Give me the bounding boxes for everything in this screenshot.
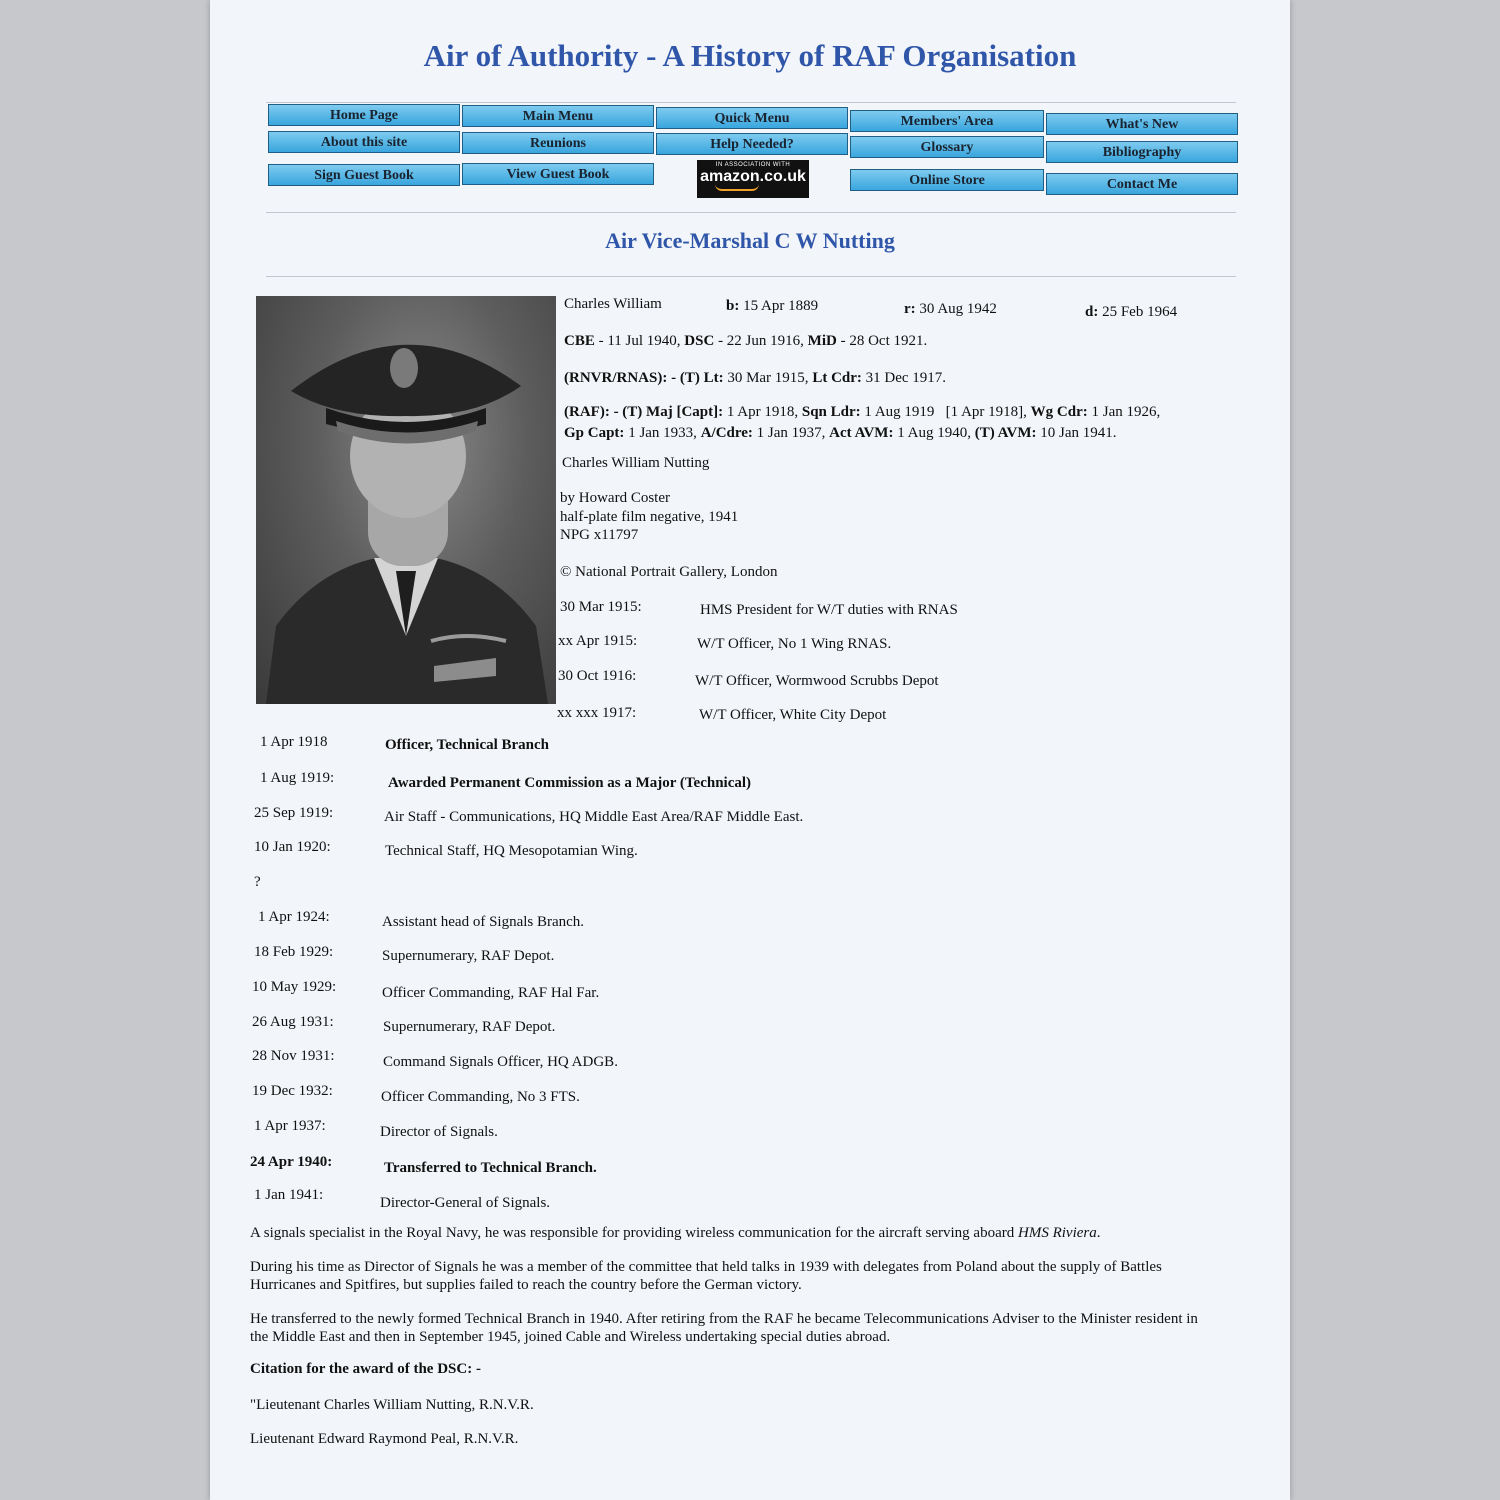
died-date: 25 Feb 1964 [1102,304,1178,320]
posting-date: xx Apr 1915: [558,633,638,649]
narrative-text: A signals specialist in the Royal Navy, he was responsible for providing wireless communication for the aircraft serving aboard [250,1225,1018,1241]
rank-label: (T) AVM: [974,425,1037,441]
posting-date: xx xxx 1917: [557,705,637,721]
posting-date: 30 Oct 1916: [558,668,637,684]
rank-date: 10 Jan 1941. [1036,425,1117,441]
posting-date: 1 Aug 1919: [260,770,335,786]
posting-date: 10 May 1929: [252,979,337,995]
bio-awards [564,333,927,350]
site-title: Air of Authority - A History of RAF Organisation [423,38,1077,73]
narrative-paragraph-2: During his time as Director of Signals he was a member of the committee that held talks in 1939 with delegates from Poland about the supply of Battles Hurricanes and Spitfires, but supplies failed to reach the country before the German victory. [250,1259,1162,1293]
portrait-figure-icon [256,296,556,704]
award-date: - 28 Oct 1921. [836,333,928,349]
posting-text: Director of Signals. [380,1124,498,1140]
posting-text: Air Staff - Communications, HQ Middle East Area/RAF Middle East. [384,809,804,825]
citation-line-1: "Lieutenant Charles William Nutting, R.N.V.R. [250,1397,534,1413]
nav-help-needed[interactable]: Help Needed? [656,133,848,155]
retired-date: 30 Aug 1942 [919,301,997,317]
posting-text: Assistant head of Signals Branch. [382,914,585,930]
bio-rnvr-ranks [564,370,946,387]
ship-name: HMS Riviera [1018,1225,1097,1241]
document-page [210,0,1290,1500]
rank-date: 1 Apr 1918, [723,404,802,420]
posting-text: W/T Officer, No 1 Wing RNAS. [697,636,892,652]
posting-text: Technical Staff, HQ Mesopotamian Wing. [385,843,638,859]
posting-text: Officer Commanding, RAF Hal Far. [382,985,600,1001]
posting-date: 10 Jan 1920: [254,839,331,855]
photo-credit-name: Charles William Nutting [562,455,710,471]
photo-credit-ref: NPG x11797 [560,527,639,543]
rank-label: Sqn Ldr: [801,404,861,420]
posting-date: 1 Apr 1937: [254,1118,326,1134]
posting-date: ? [254,874,261,890]
bio-raf-ranks-line2 [564,425,1117,442]
rank-label: (RNVR/RNAS): - (T) Lt: [564,370,724,386]
nav-reunions[interactable]: Reunions [462,132,654,154]
divider [266,102,1236,103]
posting-text: Supernumerary, RAF Depot. [382,948,555,964]
photo-credit-copyright: © National Portrait Gallery, London [560,564,778,580]
posting-date: 26 Aug 1931: [252,1014,334,1030]
narrative-paragraph-3: He transferred to the newly formed Technical Branch in 1940. After retiring from the RAF he became Telecommunications Adviser to the Minister resident in the Middle East and then in September 1945, joined Cable and Wireless undertaking special duties abroad. [250,1311,1198,1345]
posting-date: 19 Dec 1932: [252,1083,333,1099]
posting-text: Officer Commanding, No 3 FTS. [381,1089,580,1105]
portrait-photo [256,296,556,704]
nav-main-menu[interactable]: Main Menu [462,105,654,127]
born-date: 15 Apr 1889 [743,298,819,314]
nav-online-store[interactable]: Online Store [850,169,1044,191]
posting-text: Director-General of Signals. [380,1195,551,1211]
posting-text: Awarded Permanent Commission as a Major (Technical) [388,775,752,791]
citation-heading: Citation for the award of the DSC: - [250,1361,481,1377]
page-title: Air Vice-Marshal C W Nutting [605,228,895,253]
posting-date: 1 Apr 1924: [258,909,330,925]
rank-date: 1 Aug 1940, [893,425,975,441]
amazon-link[interactable] [697,160,809,198]
award-date: - 11 Jul 1940, [594,333,685,349]
posting-date: 1 Jan 1941: [254,1187,324,1203]
rank-label: Wg Cdr: [1030,404,1088,420]
posting-date: 28 Nov 1931: [252,1048,335,1064]
rank-label: Lt Cdr: [812,370,862,386]
bio-born [726,298,818,315]
photo-credit-by: by Howard Coster [560,490,670,506]
posting-date: 25 Sep 1919: [254,805,334,821]
posting-date: 30 Mar 1915: [560,599,642,615]
nav-home-page[interactable]: Home Page [268,104,460,126]
divider [266,212,1236,213]
award-label: MiD [807,333,837,349]
rank-date: 1 Jan 1926, [1087,404,1161,420]
narrative-text: . [1096,1225,1101,1241]
bio-died [1085,304,1177,321]
amazon-logo: amazon.co.uk [700,168,806,185]
photo-credit-medium: half-plate film negative, 1941 [560,509,739,525]
rank-label: Act AVM: [829,425,894,441]
retired-label: r: [904,301,916,317]
nav-bibliography[interactable]: Bibliography [1046,141,1238,163]
posting-text: Command Signals Officer, HQ ADGB. [383,1054,618,1070]
posting-text: W/T Officer, Wormwood Scrubbs Depot [695,673,939,689]
nav-about[interactable]: About this site [268,131,460,153]
nav-quick-menu[interactable]: Quick Menu [656,107,848,129]
bio-raf-ranks-line1 [564,404,1160,421]
award-label: CBE [564,333,595,349]
citation-line-2: Lieutenant Edward Raymond Peal, R.N.V.R. [250,1431,519,1447]
rank-date: 1 Jan 1933, [624,425,701,441]
rank-date: 1 Aug 1919 [1 Apr 1918], [860,404,1031,420]
bio-retired [904,301,997,318]
posting-date: 18 Feb 1929: [254,944,334,960]
posting-date: 24 Apr 1940: [250,1154,333,1170]
bio-names: Charles William [564,296,662,312]
nav-glossary[interactable]: Glossary [850,136,1044,158]
born-label: b: [726,298,740,314]
nav-sign-guest-book[interactable]: Sign Guest Book [268,164,460,186]
nav-contact-me[interactable]: Contact Me [1046,173,1238,195]
posting-text: Supernumerary, RAF Depot. [383,1019,556,1035]
posting-text: HMS President for W/T duties with RNAS [700,602,958,618]
amazon-assoc-label: IN ASSOCIATION WITH [715,162,791,168]
rank-label: Gp Capt: [564,425,625,441]
award-date: - 22 Jun 1916, [714,333,808,349]
rank-date: 31 Dec 1917. [861,370,947,386]
posting-date: 1 Apr 1918 [260,734,328,750]
divider [266,276,1236,277]
posting-text: Officer, Technical Branch [385,737,550,753]
posting-text: Transferred to Technical Branch. [384,1160,597,1176]
nav-members-area[interactable]: Members' Area [850,110,1044,132]
died-label: d: [1085,304,1099,320]
award-label: DSC [684,333,715,349]
rank-date: 30 Mar 1915, [723,370,813,386]
nav-whats-new[interactable]: What's New [1046,113,1238,135]
rank-label: (RAF): - (T) Maj [Capt]: [564,404,724,420]
nav-view-guest-book[interactable]: View Guest Book [462,163,654,185]
posting-text: W/T Officer, White City Depot [699,707,887,723]
rank-date: 1 Jan 1937, [752,425,830,441]
narrative-paragraph-1 [250,1224,1210,1242]
rank-label: A/Cdre: [700,425,753,441]
